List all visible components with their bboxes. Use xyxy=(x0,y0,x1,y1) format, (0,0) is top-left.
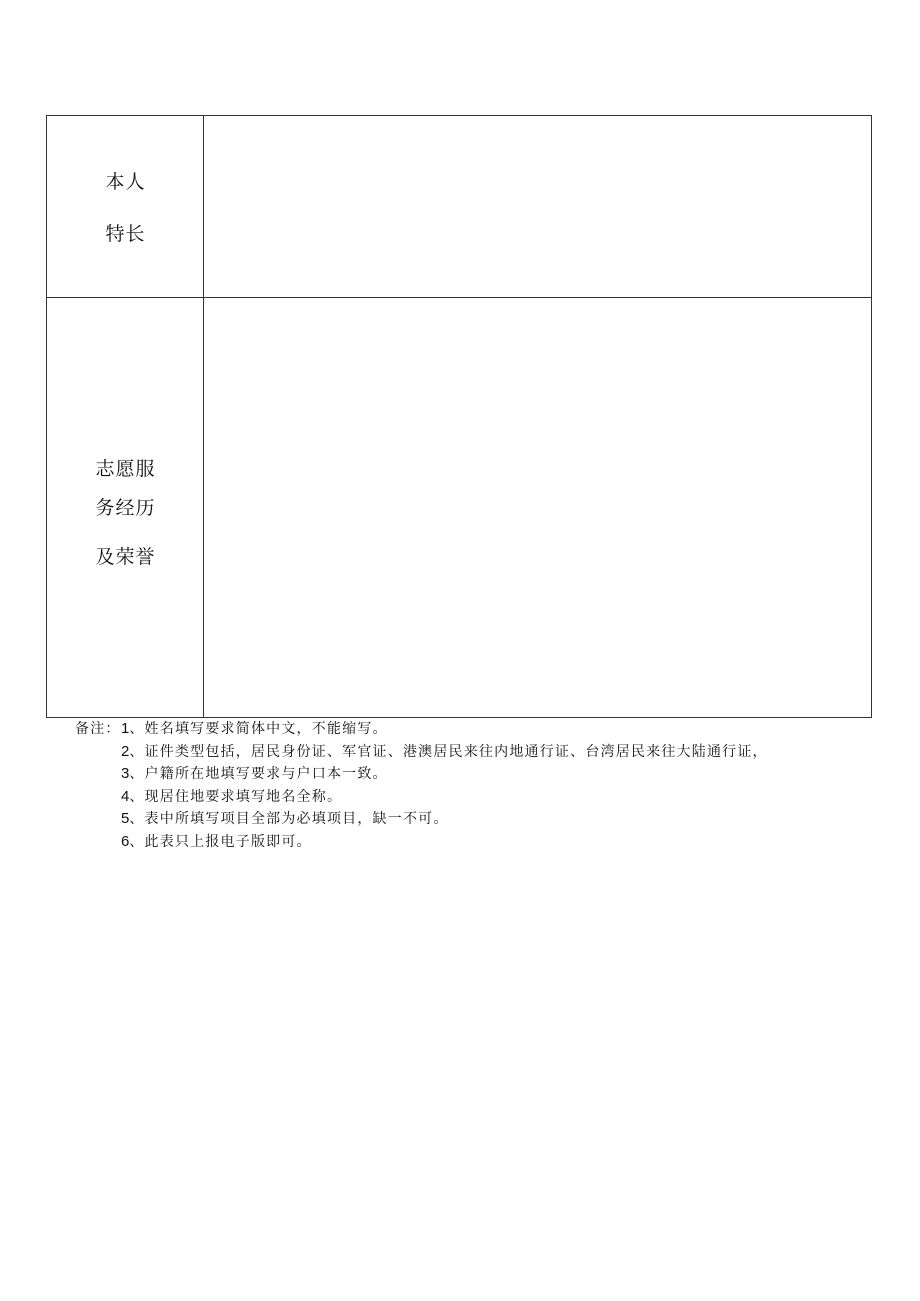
note-item-3 xyxy=(75,763,875,786)
notes-prefix: 备注： xyxy=(75,721,121,737)
volunteer-label-line-1: 志愿服 xyxy=(95,458,156,480)
skills-label-cell xyxy=(47,116,204,297)
volunteer-label-line-2: 务经历 xyxy=(95,497,156,519)
note-text: 、现居住地要求填写地名全称。 xyxy=(129,788,343,805)
note-item-2 xyxy=(75,741,875,764)
note-number: 5 xyxy=(121,810,130,827)
note-item-1 xyxy=(75,718,875,741)
note-item-6 xyxy=(75,831,875,854)
note-number: 3 xyxy=(121,765,130,782)
note-text: 、户籍所在地填写要求与户口本一致。 xyxy=(129,766,388,782)
note-item-4 xyxy=(75,786,875,809)
note-number: 6 xyxy=(121,832,130,850)
skills-label-line-1: 本人 xyxy=(105,171,146,193)
note-number: 4 xyxy=(121,787,130,805)
note-number: 2 xyxy=(121,742,130,760)
volunteer-label-cell xyxy=(47,298,204,717)
skills-label-line-2: 特长 xyxy=(105,223,146,245)
note-text: 、表中所填写项目全部为必填项目，缺一不可。 xyxy=(129,811,449,827)
note-text: 、此表只上报电子版即可。 xyxy=(129,833,312,850)
skills-row xyxy=(47,116,871,298)
note-item-5 xyxy=(75,808,875,831)
volunteer-row xyxy=(47,298,871,717)
notes-section xyxy=(75,718,875,853)
skills-value-cell[interactable] xyxy=(204,116,871,297)
form-table xyxy=(46,115,872,718)
volunteer-value-cell[interactable] xyxy=(204,298,871,717)
note-number: 1 xyxy=(121,720,130,737)
volunteer-label-line-3: 及荣誉 xyxy=(95,546,156,568)
note-text: 、证件类型包括，居民身份证、军官证、港澳居民来往内地通行证、台湾居民来往大陆通行证， xyxy=(129,743,768,760)
note-text: 、姓名填写要求简体中文，不能缩写。 xyxy=(129,721,388,737)
